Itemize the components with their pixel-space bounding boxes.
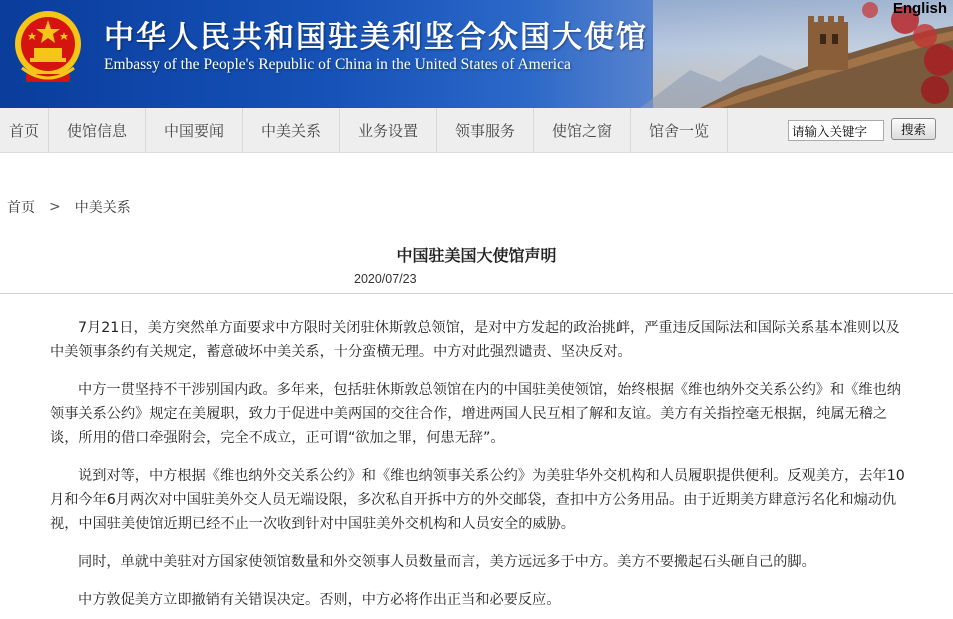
nav-item-business[interactable]: 业务设置 bbox=[340, 108, 437, 153]
nav-item-china-news[interactable]: 中国要闻 bbox=[146, 108, 243, 153]
nav-item-china-us-relations[interactable]: 中美关系 bbox=[243, 108, 340, 153]
site-title-en: Embassy of the People's Republic of China in the United States of America bbox=[104, 56, 571, 73]
national-emblem-icon bbox=[12, 8, 84, 86]
article-paragraph: 中方敦促美方立即撤销有关错误决定。否则，中方必将作出正当和必要反应。 bbox=[78, 592, 561, 608]
article-paragraph: 中方一贯坚持不干涉别国内政。多年来，包括驻休斯敦总领馆在内的中国驻美使领馆，始终根据《维也纳外交关系公约》和《维也纳领事关系公约》规定在美履职，致力于促进中美两国的交往合作，增进两国人民互相了解和友谊。美方有关指控毫无根据，纯属无稽之谈，所用的借口牵强附会，完全不成立，正可谓“欲加之罪，何患无辞”。 bbox=[50, 382, 901, 446]
article-paragraph: 说到对等，中方根据《维也纳外交关系公约》和《维也纳领事关系公约》为美驻华外交机构和人员履职提供便利。反观美方，去年10月和今年6月两次对中国驻美外交人员无端设限，多次私自开拆中方的外交邮袋，查扣中方公务用品。由于近期美方肆意污名化和煽动仇视，中国驻美使馆近期已经不止一次收到针对中国驻美外交机构和人员安全的威胁。 bbox=[50, 468, 905, 532]
site-title-cn: 中华人民共和国驻美利坚合众国大使馆 bbox=[104, 20, 648, 55]
nav-item-embassy-window[interactable]: 使馆之窗 bbox=[534, 108, 631, 153]
nav-item-premises[interactable]: 馆舍一览 bbox=[631, 108, 728, 153]
article-date: 2020/07/23 bbox=[354, 272, 417, 286]
breadcrumb-current-link[interactable]: 中美关系 bbox=[74, 200, 131, 216]
search-button[interactable]: 搜索 bbox=[891, 118, 936, 140]
breadcrumb-home-link[interactable]: 首页 bbox=[7, 200, 35, 216]
article-paragraph: 7月21日，美方突然单方面要求中方限时关闭驻休斯敦总领馆，是对中方发起的政治挑衅，严重违反国际法和国际关系基本准则以及中美领事条约有关规定，蓄意破坏中美关系，十分蛮横无理。中方对此强烈谴责、坚决反对。 bbox=[50, 320, 900, 360]
article-paragraph: 同时，单就中美驻对方国家使领馆数量和外交领事人员数量而言，美方远远多于中方。美方不要搬起石头砸自己的脚。 bbox=[78, 554, 816, 570]
breadcrumb-separator: > bbox=[49, 199, 61, 215]
header-banner bbox=[0, 0, 953, 108]
nav-item-consular[interactable]: 领事服务 bbox=[437, 108, 534, 153]
article-body bbox=[50, 316, 910, 619]
article-title: 中国驻美国大使馆声明 bbox=[396, 246, 557, 265]
nav-item-home[interactable]: 首页 bbox=[0, 108, 49, 153]
nav-item-embassy-info[interactable]: 使馆信息 bbox=[49, 108, 146, 153]
title-divider bbox=[0, 293, 953, 294]
english-language-link[interactable]: English bbox=[892, 0, 947, 17]
breadcrumb bbox=[7, 197, 131, 217]
search-input[interactable] bbox=[788, 120, 884, 141]
